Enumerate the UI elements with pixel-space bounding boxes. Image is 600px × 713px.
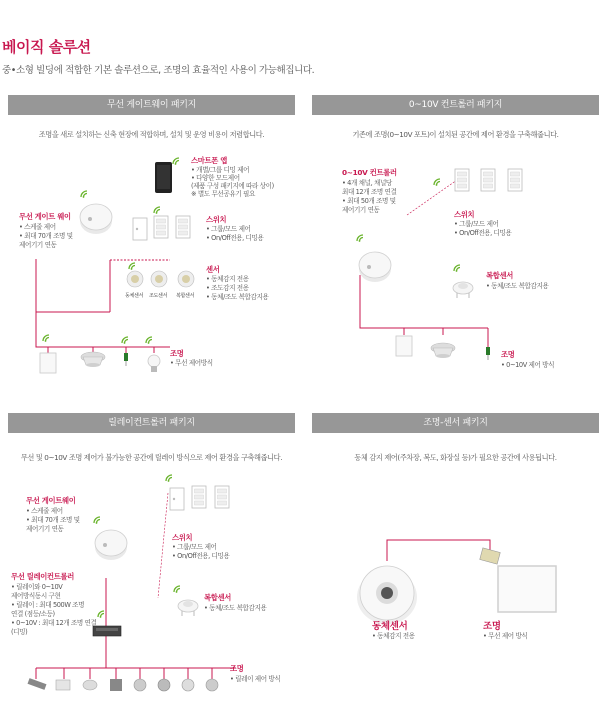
- light-fixture: [56, 680, 70, 690]
- relay-item: • 릴레이와 0~10V: [11, 583, 63, 591]
- light-item: • 무선 제어방식: [170, 359, 213, 367]
- light-label: 조명: [170, 349, 184, 358]
- switch-item: • On/Off전용, 디밍용: [172, 552, 230, 560]
- gateway-item: • 스케줄 제어: [26, 507, 63, 515]
- switch-device: [176, 216, 190, 238]
- smartphone-label: 스마트폰 앱: [191, 156, 227, 165]
- panel-header: 조명-센서 패키지: [312, 413, 599, 433]
- panel-header: 무선 게이트웨이 패키지: [8, 95, 295, 115]
- switch-device: [215, 486, 229, 508]
- sensor-item: • 동체/조도 복합감지용: [204, 604, 267, 612]
- panel-header: 릴레이컨트롤러 패키지: [8, 413, 295, 433]
- gateway-item: • 최대 70개 조명 및: [19, 232, 73, 240]
- wifi-icon: [154, 207, 160, 214]
- sensor-label: 복합센서: [486, 271, 513, 280]
- wifi-icon: [94, 517, 100, 524]
- downlight-fixture: [81, 352, 105, 367]
- panel-light-fixture: [498, 566, 556, 612]
- controller-label: 0~10V 컨트롤러: [342, 168, 397, 177]
- sensor-item: • 동체감지 전용: [372, 632, 415, 640]
- gateway-item: • 스케줄 제어: [19, 223, 56, 231]
- light-fixture: [28, 678, 47, 690]
- switch-device: [133, 218, 147, 240]
- sensor-item: • 동체감지 전용: [206, 275, 249, 283]
- relay-controller-device: [93, 626, 121, 636]
- light-fixture: [134, 679, 146, 691]
- wifi-icon: [129, 263, 135, 270]
- page-title: 베이직 솔루션: [2, 38, 91, 56]
- switch-label: 스위치: [454, 210, 475, 219]
- light-fixture: [182, 679, 194, 691]
- light-item: • 무선 제어 방식: [483, 632, 528, 640]
- relay-item: 연결 (점등/소등): [11, 610, 55, 618]
- light-item: • 릴레이 제어 방식: [230, 675, 281, 683]
- panel-description: 무선 및 0~10V 조명 제어가 불가능한 공간에 릴레이 방식으로 제어 환경을 구축해줍니다.: [20, 453, 283, 462]
- sensor-item: • 조도감지 전용: [206, 284, 249, 292]
- panel-wireless-gateway: [8, 95, 295, 397]
- sensor-caption-illuminance: 조도센서: [149, 293, 168, 299]
- gateway-label: 무선 게이트웨이: [26, 496, 76, 505]
- package-diagram: [8, 413, 295, 713]
- panel-description: 조명을 새로 설치하는 신축 현장에 적합하며, 설치 및 운영 비용이 저렴합니다.: [38, 130, 265, 139]
- switch-device: [170, 488, 184, 510]
- sensor-caption-combo: 복합센서: [176, 293, 195, 299]
- panel-header: 0~10V 컨트롤러 패키지: [312, 95, 599, 115]
- panel-light-fixture: [40, 353, 56, 373]
- controller-item: • 최대 50개 조명 및: [342, 197, 396, 205]
- light-label: 조명: [501, 350, 515, 359]
- light-fixture: [206, 679, 218, 691]
- switch-item: • On/Off전용, 디밍용: [454, 229, 512, 237]
- switch-device: [455, 169, 469, 191]
- relay-item: 제어방식동시 구현: [11, 592, 61, 600]
- combo-sensor-device: [178, 600, 198, 616]
- light-fixture: [83, 680, 97, 690]
- wifi-icon: [81, 191, 87, 198]
- sensor-caption-motion: 동체센서: [125, 293, 144, 299]
- switch-device: [481, 169, 495, 191]
- panel-light-sensor: [312, 413, 599, 713]
- wifi-icon: [454, 265, 460, 272]
- wifi-icon: [173, 158, 179, 165]
- switch-device: [154, 216, 168, 238]
- gateway-item: 제어기기 연동: [19, 241, 57, 249]
- sensor-label: 동체센서: [372, 621, 408, 632]
- controller-item: 제어기기 연동: [342, 206, 380, 214]
- panel-light-fixture: [396, 336, 412, 356]
- sensor-label: 복합센서: [204, 593, 231, 602]
- illuminance-sensor-device: [151, 271, 167, 287]
- wifi-icon: [357, 235, 363, 242]
- gateway-device: [95, 530, 127, 560]
- panel-description: 동체 감지 제어(주차장, 복도, 화장실 등)가 필요한 공간에 사용됩니다.: [354, 453, 557, 462]
- package-diagram: [312, 413, 599, 713]
- wifi-icon: [166, 475, 172, 482]
- switch-item: • On/Off전용, 디밍용: [206, 234, 264, 242]
- smartphone-item: ※ 별도 무선공유기 필요: [191, 190, 255, 198]
- wireless-node: [124, 353, 128, 366]
- panel-description: 기존에 조명(0~10V 포트)이 설치된 공간에 제어 환경을 구축해줍니다.: [352, 130, 559, 139]
- switch-item: • 그룹/모드 제어: [454, 220, 499, 228]
- switch-device: [508, 169, 522, 191]
- panel-relay-controller: [8, 413, 295, 713]
- gateway-device: [80, 204, 112, 234]
- wifi-icon: [122, 337, 128, 344]
- wifi-icon: [98, 611, 104, 618]
- package-diagram: [312, 95, 599, 397]
- relay-item: • 0~10V : 최대 12개 조명 연결: [11, 619, 97, 627]
- motion-sensor-device: [127, 271, 143, 287]
- switch-label: 스위치: [172, 533, 193, 542]
- wireless-node: [486, 347, 490, 360]
- light-fixture: [158, 679, 170, 691]
- controller-device: [359, 252, 391, 282]
- light-item: • 0~10V 제어 방식: [501, 361, 555, 369]
- relay-controller-label: 무선 릴레이컨트롤러: [11, 572, 74, 581]
- gateway-item: 제어기기 연동: [26, 525, 64, 533]
- page-subtitle: 중•소형 빌딩에 적합한 기본 솔루션으로, 조명의 효율적인 사용이 가능해집니다.: [2, 65, 315, 76]
- switch-label: 스위치: [206, 215, 227, 224]
- light-label: 조명: [230, 664, 244, 673]
- switch-item: • 그룹/모드 제어: [206, 225, 251, 233]
- panel-0-10v-controller: [312, 95, 599, 397]
- relay-item: (디밍): [11, 628, 28, 636]
- switch-device: [192, 486, 206, 508]
- smartphone-item: • 개별/그룹 디밍 제어: [191, 166, 250, 174]
- wifi-icon: [146, 337, 152, 344]
- light-fixture: [110, 679, 122, 691]
- wifi-icon: [434, 179, 440, 186]
- connector-device: [480, 548, 500, 564]
- smartphone-device: [155, 162, 172, 193]
- switch-item: • 그룹/모드 제어: [172, 543, 217, 551]
- controller-item: • 4개 채널, 채널당: [342, 179, 392, 187]
- wifi-icon: [43, 335, 49, 342]
- gateway-label: 무선 게이트 웨이: [19, 212, 71, 221]
- bulb-fixture: [148, 355, 160, 372]
- gateway-item: • 최대 70개 조명 및: [26, 516, 80, 524]
- wifi-icon: [174, 586, 180, 593]
- smartphone-item: • 다양한 모드제어: [191, 174, 240, 182]
- downlight-fixture: [431, 343, 455, 358]
- light-label: 조명: [483, 621, 501, 632]
- controller-item: 최대 12개 조명 연결: [342, 188, 397, 196]
- combo-sensor-device: [453, 282, 473, 298]
- sensor-item: • 동체/조도 복합감지용: [206, 293, 269, 301]
- motion-sensor-device: [357, 566, 417, 624]
- sensor-item: • 동체/조도 복합감지용: [486, 282, 549, 290]
- sensor-label: 센서: [206, 265, 220, 274]
- relay-item: • 릴레이 : 최대 500W 조명: [11, 601, 85, 609]
- smartphone-item: (제품 구성 패키지에 따라 상이): [191, 182, 274, 190]
- combo-sensor-device: [178, 271, 194, 287]
